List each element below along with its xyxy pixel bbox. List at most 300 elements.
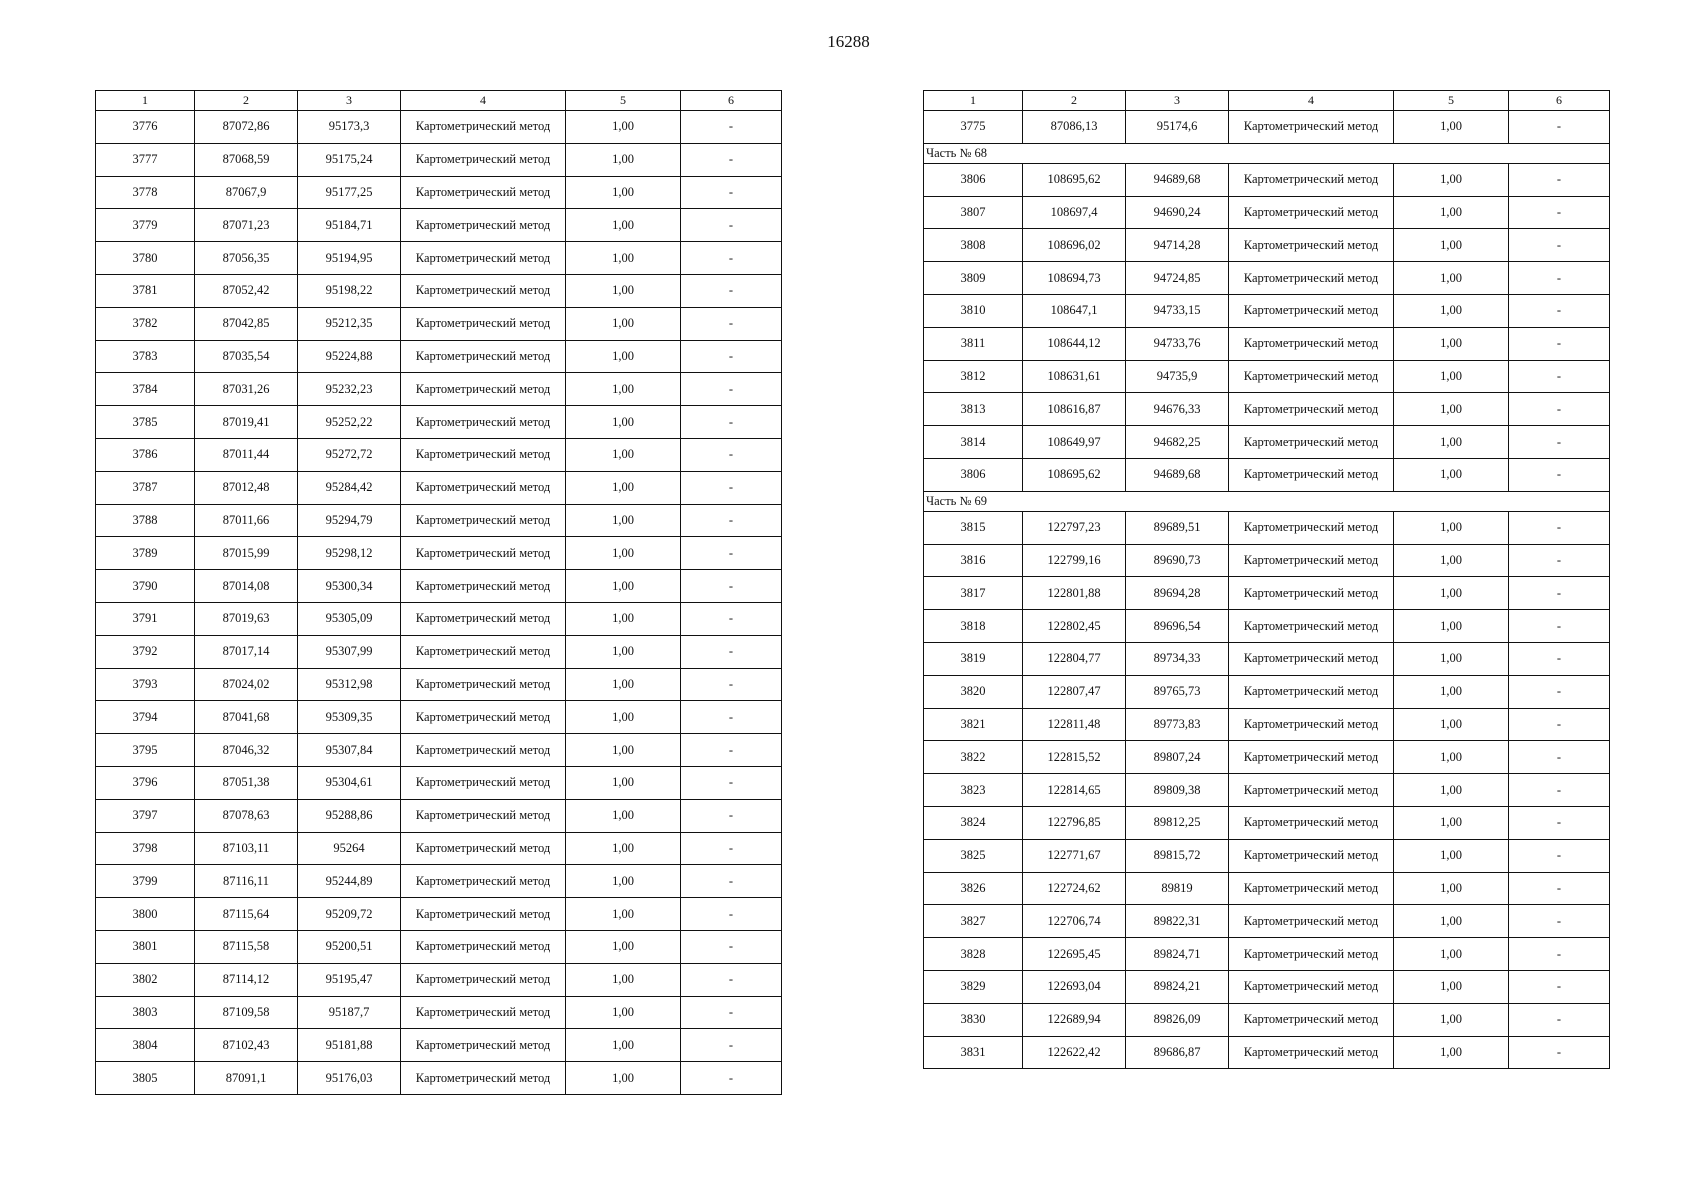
note-cell: -: [1509, 642, 1610, 675]
y-coordinate-cell: 89734,33: [1126, 642, 1229, 675]
table-row: [96, 570, 782, 603]
table-body: [96, 111, 782, 1095]
note-cell: -: [681, 242, 782, 275]
x-coordinate-cell: 87012,48: [195, 471, 298, 504]
note-cell: -: [1509, 610, 1610, 643]
x-coordinate-cell: 122706,74: [1023, 905, 1126, 938]
column-header: 6: [681, 91, 782, 111]
method-cell: Картометрический метод: [1229, 806, 1394, 839]
precision-cell: 1,00: [566, 602, 681, 635]
x-coordinate-cell: 87046,32: [195, 734, 298, 767]
page-number: 16288: [827, 32, 870, 51]
method-cell: Картометрический метод: [401, 898, 566, 931]
table-row: [924, 511, 1610, 544]
note-cell: -: [1509, 229, 1610, 262]
note-cell: -: [1509, 905, 1610, 938]
precision-cell: 1,00: [1394, 111, 1509, 144]
y-coordinate-cell: 89694,28: [1126, 577, 1229, 610]
y-coordinate-cell: 89690,73: [1126, 544, 1229, 577]
table-row: [924, 642, 1610, 675]
point-number-cell: 3806: [924, 458, 1023, 491]
note-cell: -: [681, 734, 782, 767]
y-coordinate-cell: 89807,24: [1126, 741, 1229, 774]
point-number-cell: 3784: [96, 373, 195, 406]
note-cell: -: [681, 111, 782, 144]
column-header: 1: [924, 91, 1023, 111]
y-coordinate-cell: 95194,95: [298, 242, 401, 275]
y-coordinate-cell: 89815,72: [1126, 839, 1229, 872]
method-cell: Картометрический метод: [1229, 393, 1394, 426]
method-cell: Картометрический метод: [1229, 610, 1394, 643]
table-row: [924, 294, 1610, 327]
point-number-cell: 3787: [96, 471, 195, 504]
method-cell: Картометрический метод: [1229, 511, 1394, 544]
y-coordinate-cell: 95309,35: [298, 701, 401, 734]
precision-cell: 1,00: [566, 668, 681, 701]
note-cell: -: [681, 668, 782, 701]
method-cell: Картометрический метод: [1229, 741, 1394, 774]
x-coordinate-cell: 122811,48: [1023, 708, 1126, 741]
note-cell: -: [1509, 839, 1610, 872]
x-coordinate-cell: 87011,44: [195, 438, 298, 471]
table-row: [96, 996, 782, 1029]
note-cell: -: [681, 701, 782, 734]
column-header: 1: [96, 91, 195, 111]
precision-cell: 1,00: [1394, 163, 1509, 196]
method-cell: Картометрический метод: [401, 701, 566, 734]
point-number-cell: 3798: [96, 832, 195, 865]
method-cell: Картометрический метод: [401, 1062, 566, 1095]
table-row: [924, 1036, 1610, 1069]
note-cell: -: [1509, 426, 1610, 459]
method-cell: Картометрический метод: [401, 635, 566, 668]
y-coordinate-cell: 95305,09: [298, 602, 401, 635]
table-header: [96, 91, 782, 111]
precision-cell: 1,00: [1394, 938, 1509, 971]
x-coordinate-cell: 87091,1: [195, 1062, 298, 1095]
table-row: [924, 327, 1610, 360]
point-number-cell: 3783: [96, 340, 195, 373]
table-row: [96, 1062, 782, 1095]
method-cell: Картометрический метод: [401, 406, 566, 439]
method-cell: Картометрический метод: [401, 865, 566, 898]
method-cell: Картометрический метод: [401, 111, 566, 144]
method-cell: Картометрический метод: [401, 602, 566, 635]
note-cell: -: [681, 373, 782, 406]
point-number-cell: 3791: [96, 602, 195, 635]
point-number-cell: 3779: [96, 209, 195, 242]
point-number-cell: 3810: [924, 294, 1023, 327]
point-number-cell: 3785: [96, 406, 195, 439]
precision-cell: 1,00: [1394, 839, 1509, 872]
x-coordinate-cell: 122797,23: [1023, 511, 1126, 544]
table-row: [96, 111, 782, 144]
y-coordinate-cell: 89689,51: [1126, 511, 1229, 544]
method-cell: Картометрический метод: [401, 799, 566, 832]
table-row: [924, 196, 1610, 229]
method-cell: Картометрический метод: [401, 766, 566, 799]
table-row: [96, 537, 782, 570]
point-number-cell: 3802: [96, 963, 195, 996]
table-row: [96, 504, 782, 537]
table-row: [924, 839, 1610, 872]
precision-cell: 1,00: [566, 799, 681, 832]
y-coordinate-cell: 89812,25: [1126, 806, 1229, 839]
note-cell: -: [1509, 196, 1610, 229]
method-cell: Картометрический метод: [1229, 262, 1394, 295]
x-coordinate-cell: 87041,68: [195, 701, 298, 734]
y-coordinate-cell: 89809,38: [1126, 774, 1229, 807]
method-cell: Картометрический метод: [1229, 675, 1394, 708]
point-number-cell: 3812: [924, 360, 1023, 393]
method-cell: Картометрический метод: [401, 537, 566, 570]
method-cell: Картометрический метод: [1229, 111, 1394, 144]
y-coordinate-cell: 95224,88: [298, 340, 401, 373]
note-cell: -: [1509, 741, 1610, 774]
note-cell: -: [681, 996, 782, 1029]
precision-cell: 1,00: [566, 373, 681, 406]
point-number-cell: 3804: [96, 1029, 195, 1062]
precision-cell: 1,00: [1394, 393, 1509, 426]
precision-cell: 1,00: [1394, 970, 1509, 1003]
table-row: [924, 675, 1610, 708]
precision-cell: 1,00: [566, 865, 681, 898]
note-cell: -: [1509, 872, 1610, 905]
x-coordinate-cell: 87042,85: [195, 307, 298, 340]
precision-cell: 1,00: [1394, 806, 1509, 839]
method-cell: Картометрический метод: [1229, 196, 1394, 229]
point-number-cell: 3789: [96, 537, 195, 570]
y-coordinate-cell: 95264: [298, 832, 401, 865]
y-coordinate-cell: 89824,21: [1126, 970, 1229, 1003]
precision-cell: 1,00: [1394, 577, 1509, 610]
table-row: [96, 963, 782, 996]
x-coordinate-cell: 108697,4: [1023, 196, 1126, 229]
x-coordinate-cell: 87019,41: [195, 406, 298, 439]
table-row: [96, 406, 782, 439]
method-cell: Картометрический метод: [1229, 839, 1394, 872]
note-cell: -: [681, 602, 782, 635]
table-row: [924, 938, 1610, 971]
method-cell: Картометрический метод: [1229, 294, 1394, 327]
precision-cell: 1,00: [566, 832, 681, 865]
note-cell: -: [1509, 294, 1610, 327]
method-cell: Картометрический метод: [401, 143, 566, 176]
point-number-cell: 3796: [96, 766, 195, 799]
point-number-cell: 3827: [924, 905, 1023, 938]
point-number-cell: 3790: [96, 570, 195, 603]
precision-cell: 1,00: [1394, 774, 1509, 807]
point-number-cell: 3815: [924, 511, 1023, 544]
x-coordinate-cell: 108631,61: [1023, 360, 1126, 393]
y-coordinate-cell: 95176,03: [298, 1062, 401, 1095]
point-number-cell: 3803: [96, 996, 195, 1029]
table-row: [924, 111, 1610, 144]
point-number-cell: 3813: [924, 393, 1023, 426]
table-row: [96, 209, 782, 242]
note-cell: -: [681, 274, 782, 307]
precision-cell: 1,00: [1394, 229, 1509, 262]
note-cell: -: [681, 570, 782, 603]
y-coordinate-cell: 89686,87: [1126, 1036, 1229, 1069]
method-cell: Картометрический метод: [1229, 426, 1394, 459]
x-coordinate-cell: 87109,58: [195, 996, 298, 1029]
note-cell: -: [1509, 111, 1610, 144]
y-coordinate-cell: 95307,99: [298, 635, 401, 668]
x-coordinate-cell: 122814,65: [1023, 774, 1126, 807]
table-row: [924, 708, 1610, 741]
point-number-cell: 3792: [96, 635, 195, 668]
y-coordinate-cell: 95298,12: [298, 537, 401, 570]
precision-cell: 1,00: [566, 701, 681, 734]
y-coordinate-cell: 95209,72: [298, 898, 401, 931]
table-row: [96, 799, 782, 832]
method-cell: Картометрический метод: [1229, 458, 1394, 491]
precision-cell: 1,00: [566, 963, 681, 996]
point-number-cell: 3794: [96, 701, 195, 734]
x-coordinate-cell: 87072,86: [195, 111, 298, 144]
x-coordinate-cell: 87068,59: [195, 143, 298, 176]
table-row: [96, 898, 782, 931]
method-cell: Картометрический метод: [1229, 163, 1394, 196]
x-coordinate-cell: 87103,11: [195, 832, 298, 865]
y-coordinate-cell: 95181,88: [298, 1029, 401, 1062]
x-coordinate-cell: 122689,94: [1023, 1003, 1126, 1036]
point-number-cell: 3806: [924, 163, 1023, 196]
point-number-cell: 3795: [96, 734, 195, 767]
point-number-cell: 3818: [924, 610, 1023, 643]
note-cell: -: [1509, 938, 1610, 971]
y-coordinate-cell: 95175,24: [298, 143, 401, 176]
y-coordinate-cell: 95312,98: [298, 668, 401, 701]
note-cell: -: [681, 635, 782, 668]
column-header: 6: [1509, 91, 1610, 111]
x-coordinate-cell: 87067,9: [195, 176, 298, 209]
precision-cell: 1,00: [566, 734, 681, 767]
method-cell: Картометрический метод: [401, 209, 566, 242]
method-cell: Картометрический метод: [1229, 872, 1394, 905]
y-coordinate-cell: 95173,3: [298, 111, 401, 144]
table-row: [96, 930, 782, 963]
table-row: [96, 373, 782, 406]
method-cell: Картометрический метод: [401, 832, 566, 865]
y-coordinate-cell: 95212,35: [298, 307, 401, 340]
point-number-cell: 3819: [924, 642, 1023, 675]
method-cell: Картометрический метод: [1229, 1036, 1394, 1069]
x-coordinate-cell: 122622,42: [1023, 1036, 1126, 1069]
method-cell: Картометрический метод: [1229, 708, 1394, 741]
method-cell: Картометрический метод: [1229, 229, 1394, 262]
note-cell: -: [1509, 1036, 1610, 1069]
x-coordinate-cell: 122802,45: [1023, 610, 1126, 643]
y-coordinate-cell: 89822,31: [1126, 905, 1229, 938]
table-row: [924, 544, 1610, 577]
y-coordinate-cell: 94676,33: [1126, 393, 1229, 426]
x-coordinate-cell: 87015,99: [195, 537, 298, 570]
precision-cell: 1,00: [566, 1062, 681, 1095]
y-coordinate-cell: 89824,71: [1126, 938, 1229, 971]
method-cell: Картометрический метод: [401, 930, 566, 963]
point-number-cell: 3788: [96, 504, 195, 537]
point-number-cell: 3793: [96, 668, 195, 701]
note-cell: -: [1509, 708, 1610, 741]
precision-cell: 1,00: [566, 111, 681, 144]
precision-cell: 1,00: [566, 143, 681, 176]
x-coordinate-cell: 108696,02: [1023, 229, 1126, 262]
x-coordinate-cell: 87051,38: [195, 766, 298, 799]
y-coordinate-cell: 94724,85: [1126, 262, 1229, 295]
y-coordinate-cell: 95184,71: [298, 209, 401, 242]
note-cell: -: [1509, 544, 1610, 577]
x-coordinate-cell: 87071,23: [195, 209, 298, 242]
y-coordinate-cell: 95198,22: [298, 274, 401, 307]
method-cell: Картометрический метод: [1229, 544, 1394, 577]
note-cell: -: [681, 766, 782, 799]
method-cell: Картометрический метод: [401, 471, 566, 504]
x-coordinate-cell: 87024,02: [195, 668, 298, 701]
precision-cell: 1,00: [1394, 642, 1509, 675]
x-coordinate-cell: 108694,73: [1023, 262, 1126, 295]
section-heading: Часть № 69: [924, 491, 1610, 511]
method-cell: Картометрический метод: [401, 996, 566, 1029]
x-coordinate-cell: 108644,12: [1023, 327, 1126, 360]
table-row: [924, 262, 1610, 295]
y-coordinate-cell: 89696,54: [1126, 610, 1229, 643]
x-coordinate-cell: 87086,13: [1023, 111, 1126, 144]
table-row: [96, 307, 782, 340]
y-coordinate-cell: 95304,61: [298, 766, 401, 799]
table-row: [96, 274, 782, 307]
note-cell: -: [1509, 163, 1610, 196]
precision-cell: 1,00: [566, 340, 681, 373]
x-coordinate-cell: 87078,63: [195, 799, 298, 832]
point-number-cell: 3778: [96, 176, 195, 209]
x-coordinate-cell: 87114,12: [195, 963, 298, 996]
y-coordinate-cell: 94733,76: [1126, 327, 1229, 360]
x-coordinate-cell: 87052,42: [195, 274, 298, 307]
point-number-cell: 3826: [924, 872, 1023, 905]
note-cell: -: [1509, 511, 1610, 544]
x-coordinate-cell: 122693,04: [1023, 970, 1126, 1003]
column-header: 5: [1394, 91, 1509, 111]
note-cell: -: [1509, 806, 1610, 839]
y-coordinate-cell: 95307,84: [298, 734, 401, 767]
precision-cell: 1,00: [1394, 741, 1509, 774]
point-number-cell: 3816: [924, 544, 1023, 577]
method-cell: Картометрический метод: [401, 668, 566, 701]
note-cell: -: [681, 209, 782, 242]
x-coordinate-cell: 122807,47: [1023, 675, 1126, 708]
table-row: [924, 163, 1610, 196]
note-cell: -: [681, 963, 782, 996]
precision-cell: 1,00: [1394, 458, 1509, 491]
x-coordinate-cell: 122724,62: [1023, 872, 1126, 905]
table-row: [96, 734, 782, 767]
note-cell: -: [681, 406, 782, 439]
precision-cell: 1,00: [1394, 872, 1509, 905]
precision-cell: 1,00: [566, 406, 681, 439]
method-cell: Картометрический метод: [401, 274, 566, 307]
y-coordinate-cell: 95187,7: [298, 996, 401, 1029]
x-coordinate-cell: 87035,54: [195, 340, 298, 373]
precision-cell: 1,00: [566, 635, 681, 668]
note-cell: -: [681, 143, 782, 176]
precision-cell: 1,00: [566, 438, 681, 471]
point-number-cell: 3805: [96, 1062, 195, 1095]
method-cell: Картометрический метод: [401, 340, 566, 373]
method-cell: Картометрический метод: [401, 438, 566, 471]
method-cell: Картометрический метод: [401, 242, 566, 275]
table-row: [924, 610, 1610, 643]
table-row: [96, 832, 782, 865]
point-number-cell: 3797: [96, 799, 195, 832]
y-coordinate-cell: 95300,34: [298, 570, 401, 603]
precision-cell: 1,00: [566, 209, 681, 242]
point-number-cell: 3821: [924, 708, 1023, 741]
y-coordinate-cell: 95232,23: [298, 373, 401, 406]
section-heading-row: [924, 491, 1610, 511]
column-header: 2: [1023, 91, 1126, 111]
precision-cell: 1,00: [1394, 1036, 1509, 1069]
note-cell: -: [681, 504, 782, 537]
x-coordinate-cell: 122801,88: [1023, 577, 1126, 610]
section-heading: Часть № 68: [924, 143, 1610, 163]
table-row: [924, 872, 1610, 905]
note-cell: -: [681, 537, 782, 570]
note-cell: -: [681, 865, 782, 898]
column-header: 3: [298, 91, 401, 111]
x-coordinate-cell: 108695,62: [1023, 458, 1126, 491]
table-row: [96, 1029, 782, 1062]
note-cell: -: [1509, 577, 1610, 610]
point-number-cell: 3823: [924, 774, 1023, 807]
y-coordinate-cell: 94733,15: [1126, 294, 1229, 327]
x-coordinate-cell: 87116,11: [195, 865, 298, 898]
method-cell: Картометрический метод: [1229, 774, 1394, 807]
precision-cell: 1,00: [1394, 675, 1509, 708]
y-coordinate-cell: 94735,9: [1126, 360, 1229, 393]
precision-cell: 1,00: [566, 766, 681, 799]
precision-cell: 1,00: [566, 930, 681, 963]
x-coordinate-cell: 87056,35: [195, 242, 298, 275]
note-cell: -: [1509, 970, 1610, 1003]
point-number-cell: 3807: [924, 196, 1023, 229]
x-coordinate-cell: 87019,63: [195, 602, 298, 635]
table-row: [96, 438, 782, 471]
point-number-cell: 3824: [924, 806, 1023, 839]
precision-cell: 1,00: [1394, 294, 1509, 327]
point-number-cell: 3829: [924, 970, 1023, 1003]
y-coordinate-cell: 95252,22: [298, 406, 401, 439]
coordinates-table-left: [95, 90, 782, 1095]
precision-cell: 1,00: [1394, 610, 1509, 643]
y-coordinate-cell: 94714,28: [1126, 229, 1229, 262]
note-cell: -: [1509, 262, 1610, 295]
table-row: [924, 741, 1610, 774]
method-cell: Картометрический метод: [401, 734, 566, 767]
precision-cell: 1,00: [1394, 905, 1509, 938]
column-header: 5: [566, 91, 681, 111]
x-coordinate-cell: 87102,43: [195, 1029, 298, 1062]
column-header: 4: [401, 91, 566, 111]
x-coordinate-cell: 108649,97: [1023, 426, 1126, 459]
point-number-cell: 3822: [924, 741, 1023, 774]
point-number-cell: 3775: [924, 111, 1023, 144]
table-row: [924, 970, 1610, 1003]
method-cell: Картометрический метод: [1229, 970, 1394, 1003]
column-header: 3: [1126, 91, 1229, 111]
y-coordinate-cell: 94690,24: [1126, 196, 1229, 229]
